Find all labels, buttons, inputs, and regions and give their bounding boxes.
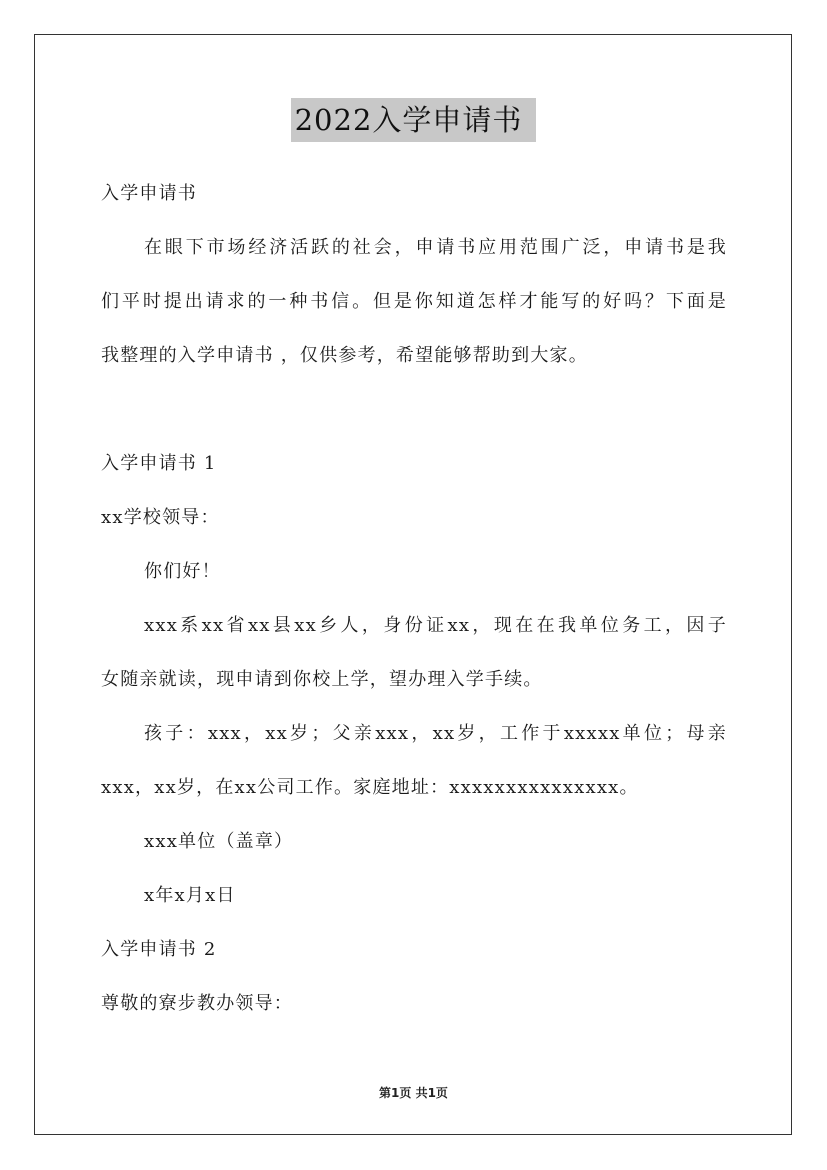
document-title: 2022入学申请书: [291, 98, 537, 142]
title-container: [0, 98, 827, 142]
section-heading: 入学申请书 2: [101, 939, 217, 960]
section-heading: 入学申请书: [101, 183, 197, 204]
greeting: 你们好！: [144, 561, 221, 582]
signature-date: x年x月x日: [144, 885, 236, 906]
body-paragraph-line: 孩子：xxx，xx岁；父亲xxx，xx岁，工作于xxxxx单位；母亲: [144, 723, 727, 744]
intro-paragraph-line: 们平时提出请求的一种书信。但是你知道怎样才能写的好吗？下面是: [101, 291, 727, 312]
body-paragraph-line: xxx系xx省xx县xx乡人，身份证xx，现在在我单位务工，因子: [144, 615, 727, 636]
body-paragraph-line: xxx，xx岁，在xx公司工作。家庭地址：xxxxxxxxxxxxxxx。: [101, 777, 639, 798]
intro-paragraph-line: 在眼下市场经济活跃的社会，申请书应用范围广泛，申请书是我: [144, 237, 727, 258]
salutation: xx学校领导：: [101, 507, 220, 528]
page-number: 第1页 共1页: [379, 1086, 448, 1100]
salutation: 尊敬的寮步教办领导：: [101, 993, 293, 1014]
section-heading: 入学申请书 1: [101, 453, 217, 474]
intro-paragraph-line: 我整理的入学申请书 ，仅供参考，希望能够帮助到大家。: [101, 345, 588, 366]
body-paragraph-line: 女随亲就读，现申请到你校上学，望办理入学手续。: [101, 669, 543, 690]
signature-unit: xxx单位（盖章）: [144, 831, 294, 852]
